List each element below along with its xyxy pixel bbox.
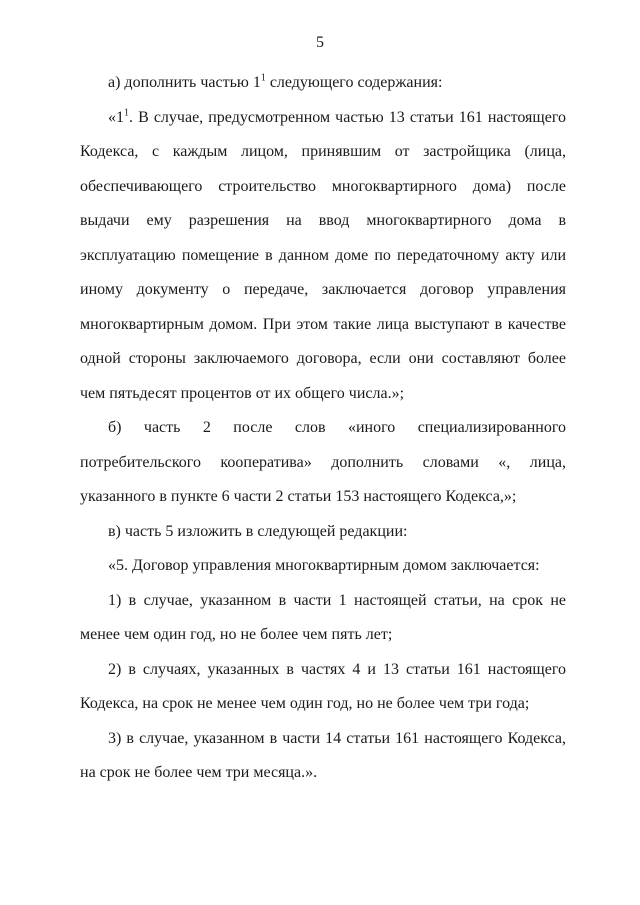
page-number: 5 — [316, 34, 324, 51]
list-item-3: 3) в случае, указанном в части 14 статьи 161 настоящего Кодекса, на срок не более чем три месяца.». — [80, 729, 566, 781]
paragraph-v: в) часть 5 изложить в следующей редакции: — [108, 522, 408, 540]
list-item-1: 1) в случае, указанном в части 1 настоящей статьи, на срок не менее чем один год, но не более чем пять лет; — [80, 591, 566, 643]
paragraph-a-text: а) дополнить частью 1 — [108, 74, 261, 91]
document-body — [80, 66, 566, 791]
paragraph-quote-text: . В случае, предусмотренном частью 13 статьи 161 настоящего Кодекса, с каждым лицом, принявшим от застройщика (лица, обеспечивающего строительство многоквартирного дома) после выдачи ему разрешения на ввод многоквартирного дома в эксплуатацию помещение в данном доме по передаточному акту или иному документу о передаче, заключается договор управления многоквартирным домом. При этом такие лица выступают в качестве одной стороны заключаемого договора, если они составляют более чем пятьдесят процентов от их общего числа.»; — [80, 108, 566, 402]
paragraph-a — [80, 66, 566, 101]
paragraph-quote-open: «1 — [108, 108, 124, 126]
paragraph-quote-1-1 — [80, 101, 566, 412]
paragraph-b: б) часть 2 после слов «иного специализированного потребительского кооператива» дополнить словами «, лица, указанного в пункте 6 части 2 статьи 153 настоящего Кодекса,»; — [80, 419, 566, 505]
paragraph-a-superscript: 1 — [260, 72, 266, 84]
list-item-2: 2) в случаях, указанных в частях 4 и 13 статьи 161 настоящего Кодекса, на срок не менее чем один год, но не более чем три года; — [80, 660, 566, 712]
paragraph-quote-superscript: 1 — [124, 107, 129, 119]
paragraph-quote-5: «5. Договор управления многоквартирным домом заключается: — [108, 557, 540, 574]
paragraph-a-text-end: следующего содержания: — [265, 74, 443, 91]
